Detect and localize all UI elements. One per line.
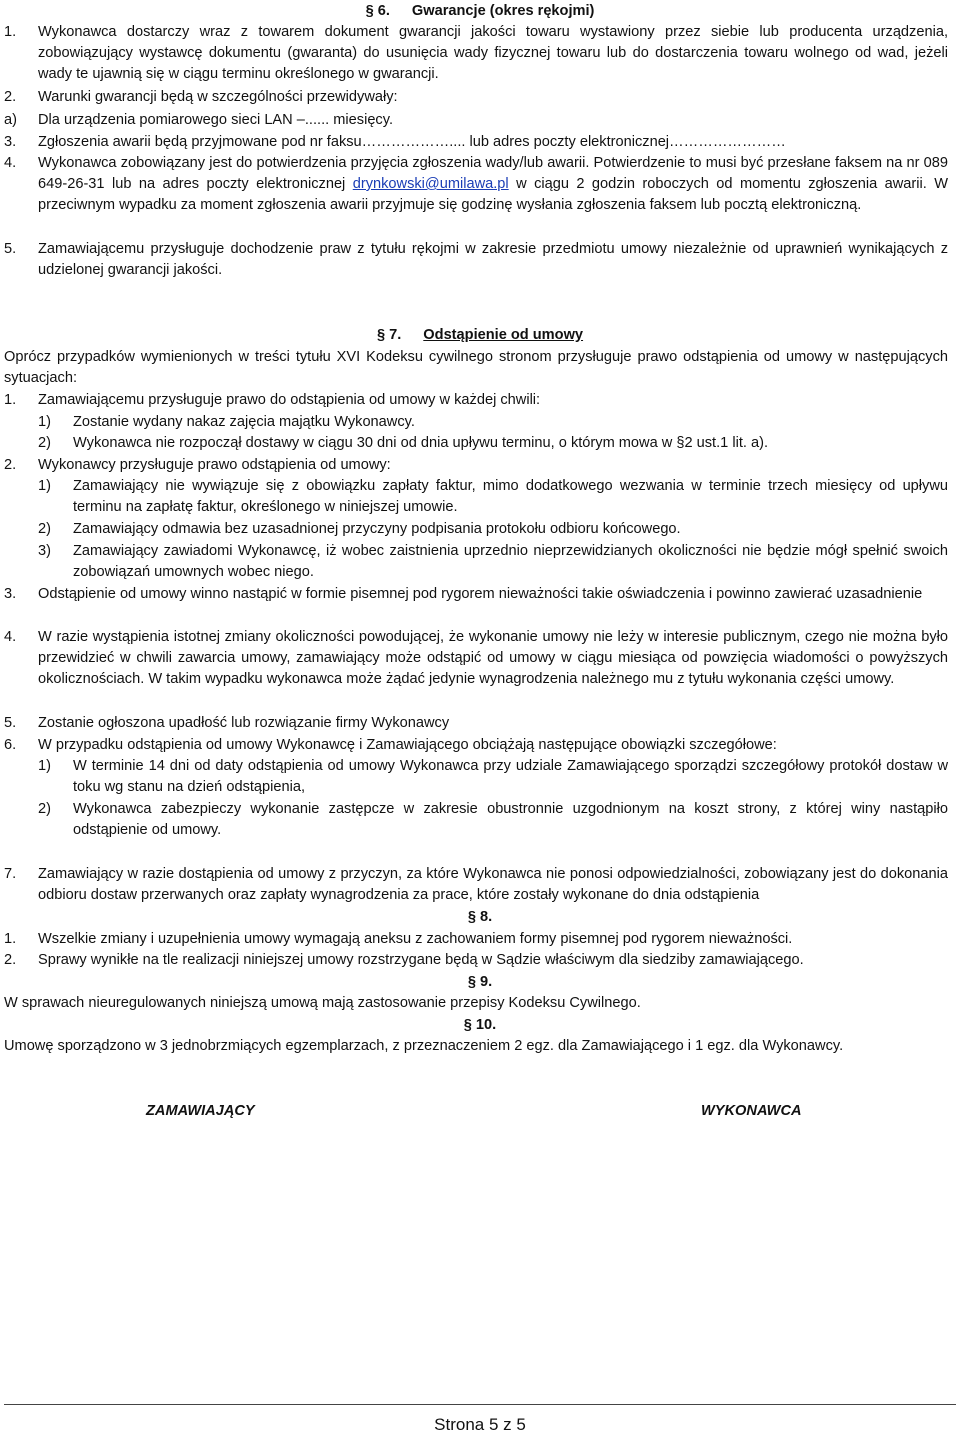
section-10-number: § 10. [463,1017,497,1033]
s6-item-1-text: Wykonawca dostarczy wraz z towarem dokument gwarancji jakości towaru wystawiony przez siebie lub producenta urządzenia, zobowiązujący wystawcę dokumentu (gwaranta) do usunięcia wady fizycznej towaru lub do dostarczenia towaru wolnego od wad, jeżeli wady te ujawnią się w ciągu terminu określonego w gwarancji. [38,24,948,82]
s7-item-2-sub-2 [38,519,948,540]
s6-item-2 [4,87,948,108]
page-number: Strona 5 z 5 [434,1415,526,1434]
s6-item-3 [4,132,948,153]
s7-item-6-sub-1-text: W terminie 14 dni od daty odstąpienia od umowy Wykonawca przy udziale Zamawiającego sporządzi szczegółowy protokół dostaw w toku wg stanu na dzień odstąpienia, [73,758,948,795]
s6-item-3-num: 3. [4,134,17,150]
s6-item-2a-num: a) [4,112,17,128]
s8-item-2 [4,950,948,971]
s6-item-2a-text: Dla urządzenia pomiarowego sieci LAN –...... miesięcy. [38,112,393,128]
s7-item-2-sub-2-num: 2) [38,521,51,537]
s8-item-1-num: 1. [4,931,17,947]
s7-item-6-text: W przypadku odstąpienia od umowy Wykonawcę i Zamawiającego obciążają następujące obowiązki szczegółowe: [38,737,777,753]
s6-item-4-text-after: w ciągu 2 godzin roboczych od momentu zgłoszenia awarii. W przeciwnym wypadku za moment zgłoszenia awarii przyjmuje się godzinę wysłania zgłoszenia faksem lub pocztą elektroniczną. [38,176,948,213]
s7-item-6-sub-2-num: 2) [38,801,51,817]
section-7-title: Odstąpienie od umowy [423,327,584,343]
s6-item-4-num: 4. [4,155,17,171]
footer-divider [4,1404,956,1405]
s7-item-3 [4,584,948,605]
s6-item-5 [4,239,948,281]
s7-item-5-num: 5. [4,715,17,731]
section-7-heading [0,325,960,346]
s7-item-6-sub-2 [38,799,948,841]
s7-item-4 [4,627,948,690]
s7-item-4-num: 4. [4,629,17,645]
s7-item-2-sub-1 [38,476,948,518]
section-8-number: § 8. [467,909,493,925]
s6-item-5-text: Zamawiającemu przysługuje dochodzenie praw z tytułu rękojmi w zakresie przedmiotu umowy niezależnie od uprawnień wynikających z udzielonej gwarancji jakości. [38,241,948,278]
s8-item-1 [4,929,948,950]
s7-item-2-sub-1-text: Zamawiający nie wywiązuje się z obowiązku zapłaty faktur, mimo dodatkowego wezwania w terminie trzech miesięcy od upływu terminu na zapłatę faktur, określonego w niniejszej umowie. [73,478,948,515]
s7-item-1-sub-1-text: Zostanie wydany nakaz zajęcia majątku Wykonawcy. [73,414,415,430]
s8-item-2-text: Sprawy wynikłe na tle realizacji niniejszej umowy rozstrzygane będą w Sądzie właściwym dla siedziby zamawiającego. [38,952,804,968]
s9-text: W sprawach nieuregulowanych niniejszą umową mają zastosowanie przepisy Kodeksu Cywilnego. [4,995,641,1011]
s7-item-3-text: Odstąpienie od umowy winno nastąpić w formie pisemnej pod rygorem nieważności takie oświadczenia i powinno zawierać uzasadnienie [38,586,923,602]
s7-item-2-text: Wykonawcy przysługuje prawo odstąpienia od umowy: [38,457,391,473]
s7-item-1-sub-1-num: 1) [38,414,51,430]
s7-item-2-sub-3-num: 3) [38,543,51,559]
s6-item-2a [4,110,948,131]
s7-item-1-sub-1 [38,412,948,433]
s7-item-2-sub-3 [38,541,948,583]
s6-item-1-num: 1. [4,24,17,40]
s6-item-1 [4,22,948,85]
s7-item-6-sub-1 [38,756,948,798]
section-7-number: § 7. [376,327,402,343]
signature-wykonawca: WYKONAWCA [701,1103,802,1119]
s7-item-5-text: Zostanie ogłoszona upadłość lub rozwiązanie firmy Wykonawcy [38,715,450,731]
s7-item-2-num: 2. [4,457,17,473]
s7-item-2-sub-3-text: Zamawiający zawiadomi Wykonawcę, iż wobec zaistnienia uprzednio nieprzewidzianych okoliczności nie będzie mógł spełnić swoich zobowiązań umownych wobec niego. [73,543,948,580]
s6-item-4-text [38,153,948,216]
s7-item-3-num: 3. [4,586,17,602]
s7-item-1-sub-2 [38,433,948,454]
s7-item-1 [4,390,948,411]
s7-item-1-num: 1. [4,392,17,408]
s7-item-2-sub-2-text: Zamawiający odmawia bez uzasadnionej przyczyny podpisania protokołu odbioru końcowego. [73,521,681,537]
s7-intro: Oprócz przypadków wymienionych w treści tytułu XVI Kodeksu cywilnego stronom przysługuje prawo odstąpienia od umowy w następujących sytuacjach: [4,349,948,386]
section-10-heading [0,1015,960,1036]
s7-item-6-num: 6. [4,737,17,753]
s10-text: Umowę sporządzono w 3 jednobrzmiących egzemplarzach, z przeznaczeniem 2 egz. dla Zamawiającego i 1 egz. dla Wykonawcy. [4,1038,844,1054]
section-6-heading [0,1,960,22]
s6-item-4 [4,153,948,216]
s7-item-7-num: 7. [4,866,17,882]
s7-item-6-sub-2-text: Wykonawca zabezpieczy wykonanie zastępcze w zakresie obustronnie uzgodnionym na koszt strony, z której winy nastąpiło odstąpienie od umowy. [73,801,948,838]
section-6-number: § 6. [365,3,390,19]
s7-item-1-text: Zamawiającemu przysługuje prawo do odstąpienia od umowy w każdej chwili: [38,392,541,408]
signature-zamawiajacy: ZAMAWIAJĄCY [146,1103,255,1119]
s6-item-2-text: Warunki gwarancji będą w szczególności przewidywały: [38,89,398,105]
s7-item-5 [4,713,948,734]
section-9-heading [0,972,960,993]
email-link[interactable]: drynkowski@umilawa.pl [352,176,509,192]
s7-item-1-sub-2-text: Wykonawca nie rozpoczął dostawy w ciągu 30 dni od dnia upływu terminu, o którym mowa w §2 ust.1 lit. a). [73,435,769,451]
section-6-title: Gwarancje (okres rękojmi) [411,3,595,19]
s7-item-2-sub-1-num: 1) [38,478,51,494]
s8-item-1-text: Wszelkie zmiany i uzupełnienia umowy wymagają aneksu z zachowaniem formy pisemnej pod rygorem nieważności. [38,931,793,947]
section-8-heading [0,907,960,928]
s6-item-2-num: 2. [4,89,17,105]
s7-item-2 [4,455,948,476]
s7-item-7-text: Zamawiający w razie dostąpienia od umowy z przyczyn, za które Wykonawca nie ponosi odpowiedzialności, zobowiązany jest do dokonania odbioru dostaw przerwanych oraz zapłaty wynagrodzenia za prace, które zostały wykonane do dnia odstąpienia [38,866,948,903]
s6-item-3-text: Zgłoszenia awarii będą przyjmowane pod nr faksu……………….... lub adres poczty elektronicznej…………………… [38,134,786,150]
s6-item-4-text-before: Wykonawca zobowiązany jest do potwierdzenia przyjęcia zgłoszenia wady/lub awarii. Potwierdzenie to musi być przesłane faksem na nr 089 649-26-31 lub na adres poczty elektronicznej [38,155,948,192]
s6-item-5-num: 5. [4,241,17,257]
s7-item-1-sub-2-num: 2) [38,435,51,451]
section-9-number: § 9. [467,974,493,990]
s7-item-4-text: W razie wystąpienia istotnej zmiany okoliczności powodującej, że wykonanie umowy nie leży w interesie publicznym, czego nie można było przewidzieć w chwili zawarcia umowy, zamawiający może odstąpić od umowy w ciągu miesiąca od powzięcia wiadomości o powyższych okolicznościach. W takim wypadku wykonawca może żądać jedynie wynagrodzenia należnego mu z tytułu wykonania części umowy. [38,629,948,687]
s8-item-2-num: 2. [4,952,17,968]
s7-item-6-sub-1-num: 1) [38,758,51,774]
s7-item-7 [4,864,948,906]
s7-item-6 [4,735,948,756]
